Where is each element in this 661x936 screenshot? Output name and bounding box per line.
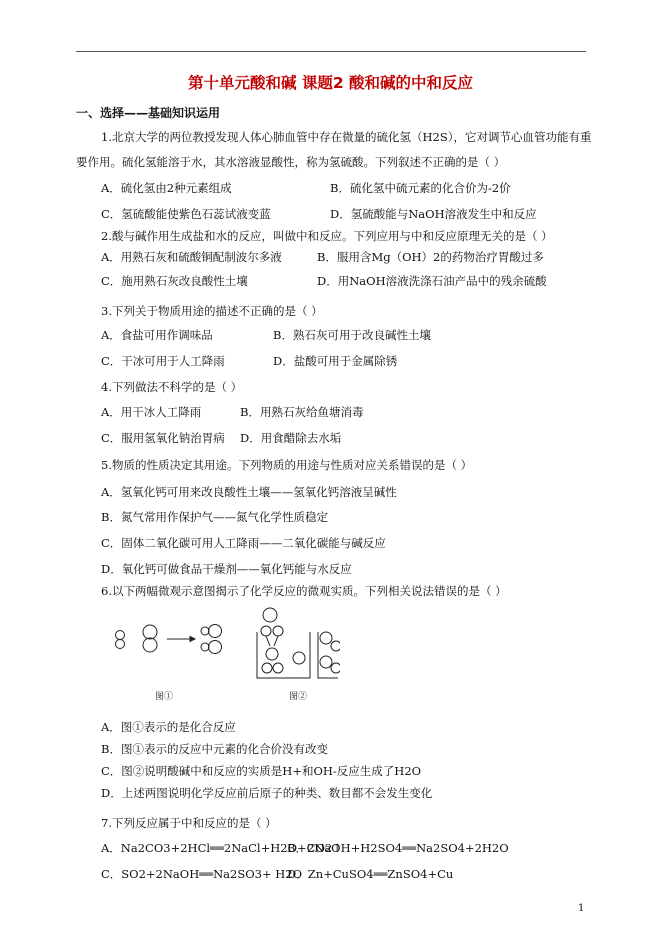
fig1-hcl-molecule-1 [201, 625, 222, 638]
q4-option-c: C．服用氢氧化钠治胃病 [101, 431, 225, 445]
q6-option-c: C．图②说明酸碱中和反应的实质是H+和OH-反应生成了H2O [101, 764, 422, 778]
question-1-stem-cont: 要作用。硫化氢能溶于水，其水溶液显酸性，称为氢硫酸。下列叙述不正确的是（ ） [76, 155, 506, 169]
q7-option-d: D．Zn+CuSO4══ZnSO4+Cu [287, 867, 454, 881]
q2-option-c: C．施用熟石灰改良酸性土壤 [101, 274, 248, 288]
question-7-stem: 7.下列反应属于中和反应的是（ ） [101, 816, 277, 830]
question-4-stem: 4.下列做法不科学的是（ ） [101, 380, 243, 394]
q6-option-a: A．图①表示的是化合反应 [101, 720, 236, 734]
section-heading: 一、选择——基础知识运用 [76, 106, 221, 120]
q1-option-a: A．硫化氢由2种元素组成 [101, 181, 232, 195]
q4-option-a: A．用干冰人工降雨 [101, 405, 202, 419]
micro-diagram-figure [110, 606, 340, 711]
q4-option-d: D．用食醋除去水垢 [240, 431, 342, 445]
figure-2-caption: 图② [288, 692, 308, 702]
q5-option-d: D．氧化钙可做食品干燥剂——氧化钙能与水反应 [101, 562, 352, 576]
q6-option-b: B．图①表示的反应中元素的化合价没有改变 [101, 742, 328, 756]
question-3-stem: 3.下列关于物质用途的描述不正确的是（ ） [101, 304, 323, 318]
q1-option-d: D．氢硫酸能与NaOH溶液发生中和反应 [330, 207, 537, 221]
fig1-hcl-molecule-2 [201, 641, 222, 654]
q3-option-b: B．熟石灰可用于改良碱性土壤 [273, 328, 431, 342]
header-rule [76, 51, 586, 52]
question-2-stem: 2.酸与碱作用生成盐和水的反应，叫做中和反应。下列应用与中和反应原理无关的是（ ） [101, 229, 553, 243]
q5-option-b: B．氮气常用作保护气——氮气化学性质稳定 [101, 510, 328, 524]
page-number: 1 [578, 903, 585, 914]
q7-option-a: A．Na2CO3+2HCl══2NaCl+H2O+CO2↑ [101, 841, 342, 855]
q2-option-b: B．服用含Mg（OH）2的药物治疗胃酸过多 [317, 250, 544, 264]
q7-option-c: C．SO2+2NaOH══Na2SO3+ H2O [101, 867, 303, 881]
fig1-cl2-molecule [143, 625, 157, 652]
q7-option-b: B．2NaOH+H2SO4══Na2SO4+2H2O [287, 841, 509, 855]
fig1-h2-molecule [116, 631, 125, 649]
question-6-stem: 6.以下两幅微观示意图揭示了化学反应的微观实质。下列相关说法错误的是（ ） [101, 584, 507, 598]
q4-option-b: B．用熟石灰给鱼塘消毒 [240, 405, 364, 419]
q3-option-a: A．食盐可用作调味品 [101, 328, 213, 342]
figure-1-caption: 图① [154, 692, 174, 702]
q3-option-d: D．盐酸可用于金属除锈 [273, 354, 398, 368]
q6-option-d: D．上述两图说明化学反应前后原子的种类、数目都不会发生变化 [101, 786, 433, 800]
q3-option-c: C．干冰可用于人工降雨 [101, 354, 225, 368]
question-5-stem: 5.物质的性质决定其用途。下列物质的用途与性质对应关系错误的是（ ） [101, 458, 473, 472]
q2-option-d: D．用NaOH溶液洗涤石油产品中的残余硫酸 [317, 274, 547, 288]
page-title: 第十单元酸和碱 课题2 酸和碱的中和反应 [187, 74, 474, 92]
q1-option-c: C．氢硫酸能使紫色石蕊试液变蓝 [101, 207, 271, 221]
question-1-stem: 1.北京大学的两位教授发现人体心肺血管中存在微量的硫化氢（H2S），它对调节心血管功能有重 [101, 130, 592, 144]
fig2-beaker [257, 632, 310, 678]
q2-option-a: A．用熟石灰和硫酸铜配制波尔多液 [101, 250, 282, 264]
q5-option-a: A．氢氧化钙可用来改良酸性土壤——氢氧化钙溶液呈碱性 [101, 485, 397, 499]
q5-option-c: C．固体二氧化碳可用人工降雨——二氧化碳能与碱反应 [101, 536, 386, 550]
q1-option-b: B．硫化氢中硫元素的化合价为-2价 [330, 181, 511, 195]
